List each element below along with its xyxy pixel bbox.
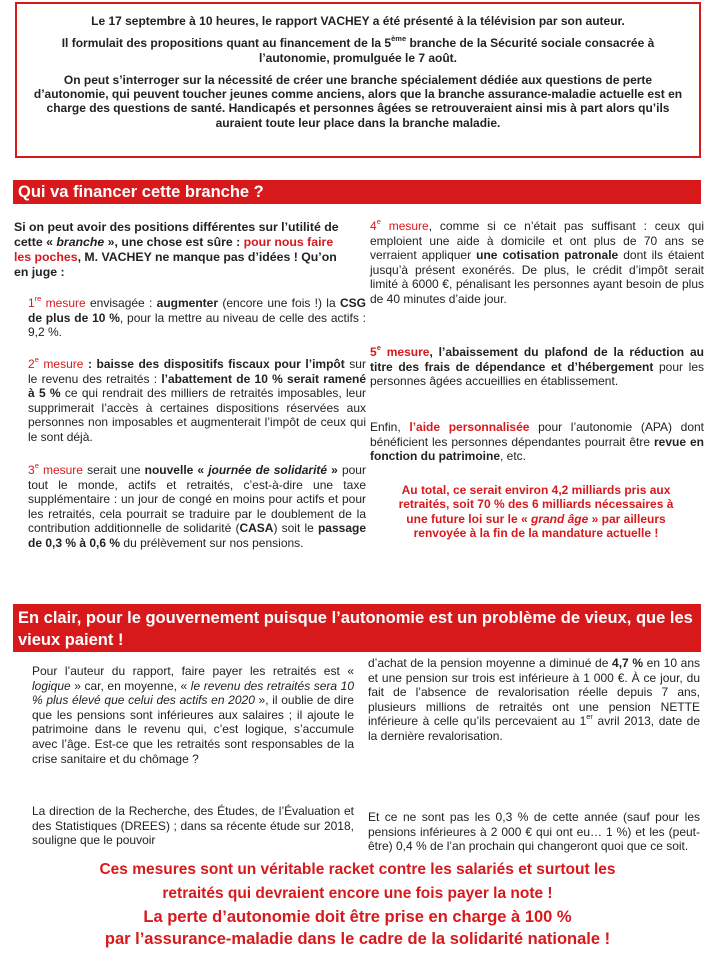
measure-3-label: 3e mesure [28,461,83,477]
lead-text-a: Si on peut avoir des positions différentes sur l’utilité de cette « [14,220,339,249]
measure-4: 4e mesure, comme si ce n’était pas suffisant : ceux qui emploient une aide à domicile et ont plus de 70 ans se verraient appliquer une cotisation patronale dont ils étaient jusqu’à présent exonérés. De plus, le crédit d’impôt serait limité à 6000 €, pénalisant les personnes ayant besoin de plus de 40 minutes d’aide jour. [370,217,705,306]
apa-red-text: l’aide personnalisée [409,420,530,434]
section-2-paragraph-2: La direction de la Recherche, des Études, de l’Évaluation et des Statistiques (DREES) ; dans sa récente étude sur 2018, souligne que le pouvoir [32,804,354,848]
conclusion-line-1: Ces mesures sont un véritable racket contre les salariés et surtout les [99,861,616,878]
section-1-title: Qui va financer cette branche ? [13,180,701,204]
measure-2-label: 2e mesure [28,355,84,371]
intro-p2-sup: ème [391,34,407,44]
conclusion-line-4: par l’assurance-maladie dans le cadre de la solidarité nationale ! [104,930,611,948]
conclusion-block-1 [10,858,705,906]
conclusion-line-2: retraités qui devraient encore une fois payer la note ! [162,885,553,902]
measure-5-label: 5e mesure [370,343,430,359]
conclusion-line-3: La perte d’autonomie doit être prise en charge à 100 % [143,908,572,926]
lead-red-text: pour nous faire les poches [14,235,334,264]
lead-text-c: , M. VACHEY ne manque pas d’idées ! Qu’on en juge : [14,250,337,279]
measure-2: 2e mesure : baisse des dispositifs fiscaux pour l’impôt sur le revenu des retraités : l’abattement de 10 % serait ramené à 5 % ce qui rendrait des milliers de retraités imposables, leur supprimerait l’accès à certaines dispositions réservées aux personnes non imposables et augmenterait l’impôt de ceux qui le sont déjà. [28,355,367,444]
section-1-lead [14,220,352,280]
measure-5: 5e mesure, l’abaissement du plafond de la réduction au titre des frais de dépendance et d’hébergement pour les personnes âgées accueillies en établissement. [370,343,704,389]
measure-4-label: 4e mesure [370,217,429,233]
measure-1-label: 1re mesure [28,294,86,310]
section-2-title: En clair, pour le gouvernement puisque l’autonomie est un problème de vieux, que les vieux paient ! [13,604,701,652]
lead-text-b: », une chose est sûre : [104,235,244,249]
intro-paragraph-3: On peut s’interroger sur la nécessité de créer une branche spécialement dédiée aux questions de perte d’autonomie, qui peuvent toucher jeunes comme anciens, alors que la branche assurance-maladie actuelle est en charge des questions de santé. Handicapés et personnes âgées se retrouveraient ainsi mis à part alors qu’ils auraient toute leur place dans la branche maladie. [33,72,683,130]
lead-emphasis: branche [56,235,105,249]
intro-box [15,2,701,158]
apa-paragraph: Enfin, l’aide personnalisée pour l’autonomie (APA) dont bénéficient les personnes dépendantes pourrait être revue en fonction du patrimoine, etc. [370,420,704,464]
conclusion-block-2 [10,906,705,950]
intro-p2-end: branche de la Sécurité sociale consacrée à l’autonomie, promulguée le 7 août. [258,36,655,65]
total-callout: Au total, ce serait environ 4,2 milliards pris aux retraités, soit 70 % des 6 milliards nécessaires à une future loi sur le « grand âge » par ailleurs renvoyée à la fin de la mandature actuelle ! [398,483,674,541]
measure-1: 1re mesure envisagée : augmenter (encore une fois !) la CSG de plus de 10 %, pour la mettre au niveau de celle des actifs : 9,2 %. [28,294,366,340]
intro-paragraph-2 [31,36,685,65]
section-2-paragraph-3: d’achat de la pension moyenne a diminué de 4,7 % en 10 ans et une pension sur trois est inférieure à 1 000 €. À ce jour, du fait de l’absence de revalorisation réelle depuis 7 ans, plusieurs millions de retraités ont une pension NETTE inférieure à celle qu’ils percevaient au 1er avril 2013, date de la dernière revalorisation. [368,656,701,743]
section-2-paragraph-1: Pour l’auteur du rapport, faire payer les retraités est « logique » car, en moyenne, « le revenu des retraités sera 10 % plus élevé que celui des actifs en 2020 », il oublie de dire que les pensions sont inférieures aux salaires ; il ajoute le patrimoine dans le revenu qui, c’est logique, s’accumule avec l’âge. Est-ce que les retraités sont responsables de la crise sanitaire et du chômage ? [32,664,354,766]
intro-p2-start: Il formulait des propositions quant au financement de la 5 [61,36,392,51]
section-2-paragraph-4: Et ce ne sont pas les 0,3 % de cette année (sauf pour les pensions inférieures à 2 000 € qui ont eu… 1 %) et les (peut-être) 0,4 % de l’an prochain qui changeront quoi que ce soit. [368,810,700,854]
intro-paragraph-1: Le 17 septembre à 10 heures, le rapport VACHEY a été présenté à la télévision par son auteur. [91,14,625,28]
measure-3: 3e mesure serait une nouvelle « journée de solidarité » pour tout le monde, actifs et retraités, c’est-à-dire une taxe supplémentaire : un jour de congé en moins pour actifs et pour les retraités, cela pourrait se traduire par le doublement de la contribution additionnelle de solidarité (CASA) soit le passage de 0,3 % à 0,6 % du prélèvement sur nos pensions. [28,461,366,550]
